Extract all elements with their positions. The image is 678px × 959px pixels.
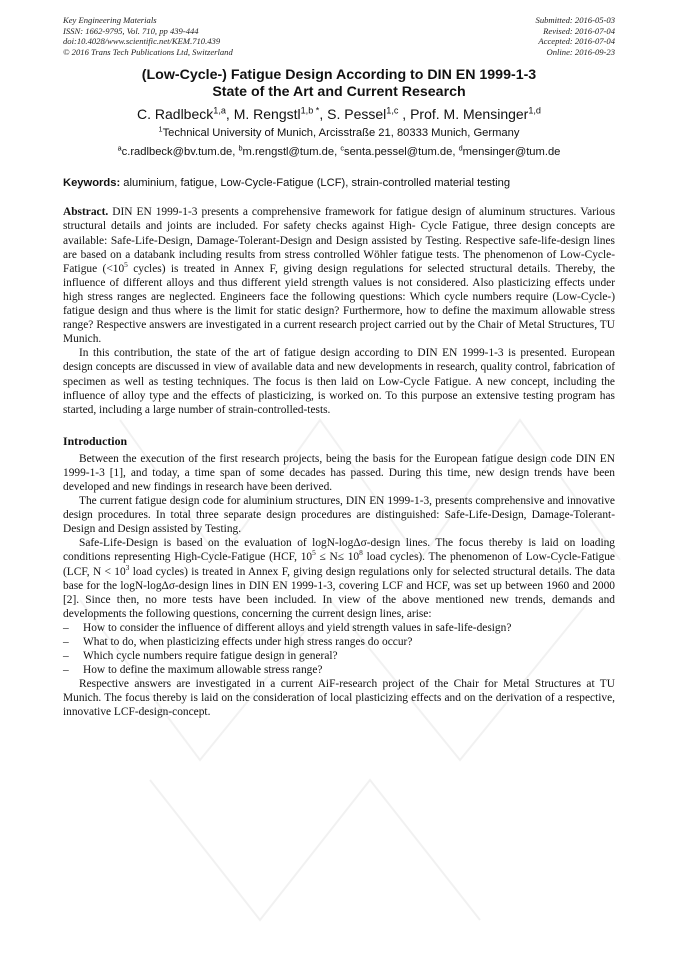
author-separator: , <box>225 106 234 123</box>
journal-header <box>63 15 615 57</box>
intro-paragraph-4: Respective answers are investigated in a current AiF-research project of the Chair for Metal Structures at TU Munich. The focus thereby is laid on the consideration of local plasticizing effects and on the derivation of a respective, innovative LCF-design-concept. <box>63 678 615 719</box>
abstract-label: Abstract. <box>63 206 109 219</box>
email-mark: a <box>117 143 122 153</box>
email-link[interactable]: m.rengstl@tum.de <box>242 146 335 159</box>
author-name: S. Pessel <box>327 106 387 123</box>
abstract-text: cycles) is treated in Annex F, giving design regulations for selected structural details. Thereby, the influence of different alloys and thus different yield strength values is not considered. Also plasticizing effects under high stress ranges are neglected. Engineers face the following questions: Which cycle numbers require (Low-Cycle-) fatigue design and thus where is the limit for static design? Furthermore, how to define the maximum allowable stress range? Respective answers are investigated in a current research project carried out by the Chair of Metal Structures, TU Munich. <box>63 262 615 346</box>
author-name: M. Rengstl <box>233 106 301 123</box>
title-line-1: (Low-Cycle-) Fatigue Design According to DIN EN 1999-1-3 <box>141 67 537 84</box>
accepted-date: Accepted: 2016-07-04 <box>538 36 615 47</box>
superscript: 5 <box>312 548 316 558</box>
author-affiliation-mark: 1,c <box>386 105 399 116</box>
intro-text: Safe-Life-Design is based on the evaluation of logN-logΔσ-design lines. The focus thereby is laid on loading conditions representing High-Cycle-Fatigue (HCF, 10 <box>63 537 615 564</box>
affiliation-text: Technical University of Munich, Arcisstraße 21, 80333 Munich, Germany <box>162 127 520 140</box>
author-emails <box>63 145 615 159</box>
online-date: Online: 2016-09-23 <box>546 46 615 57</box>
paper-page <box>63 15 615 720</box>
intro-paragraph-3 <box>63 536 615 621</box>
paper-title <box>63 67 615 101</box>
author-affiliation-mark: 1,b * <box>300 105 320 116</box>
list-item: – What to do, when plasticizing effects under high stress ranges do occur? <box>63 635 615 649</box>
email-mark: c <box>340 143 344 153</box>
email-separator: , <box>452 146 459 159</box>
copyright: © 2016 Trans Tech Publications Ltd, Switzerland <box>63 46 233 57</box>
intro-text: load cycles) is treated in Annex F, giving design regulations only for selected structural details. The data base for the logN-logΔσ-design lines in DIN EN 1999-1-3, covering LCF and HCF, was set up between 1960 and 2000 [2]. Since then, no more tests have been included. In view of the above mentioned new trends, demands and developments the following questions, concerning the current design lines, arise: <box>63 565 615 620</box>
email-separator: , <box>334 146 341 159</box>
journal-info <box>63 15 233 57</box>
author-affiliation-mark: 1,a <box>213 105 226 116</box>
doi: doi:10.4028/www.scientific.net/KEM.710.439 <box>63 36 221 47</box>
publication-dates <box>536 15 615 57</box>
revised-date: Revised: 2016-07-04 <box>543 25 615 36</box>
intro-text: ≤ N≤ 10 <box>315 551 360 564</box>
author-name: Prof. M. Mensinger <box>410 106 529 123</box>
issn: ISSN: 1662-9795, Vol. 710, pp 439-444 <box>63 25 199 36</box>
intro-paragraph-2: The current fatigue design code for aluminium structures, DIN EN 1999-1-3, presents comprehensive and innovative design procedures. In total three separate design procedures are distinguished: Safe-Life-Design, Damage-Tolerant-Design and Design assisted by Testing. <box>63 495 615 536</box>
list-item: – How to define the maximum allowable stress range? <box>63 663 615 677</box>
submitted-date: Submitted: 2016-05-03 <box>535 15 615 25</box>
question-list <box>63 621 615 677</box>
affiliation-mark: 1 <box>158 124 163 134</box>
abstract-paragraph-2: In this contribution, the state of the art of fatigue design according to DIN EN 1999-1-3 is presented. European design concepts are discussed in view of available data and new developments in research, quality control, fabrication of specimen as well as testing techniques. The focus is then laid on Low-Cycle Fatigue. A new concept, including the influence of alloy type and the effects of plasticizing, is worked on. To this purpose an extensive testing program has started, including a large number of strain-controlled-tests. <box>63 347 615 416</box>
email-mark: d <box>458 143 463 153</box>
email-separator: , <box>232 146 239 159</box>
email-link[interactable]: senta.pessel@tum.de <box>343 146 453 159</box>
superscript: 5 <box>124 259 128 269</box>
intro-text: load cycles). The phenomenon of Low-Cycle-Fatigue (LCF, N < 10 <box>63 551 615 578</box>
email-link[interactable]: c.radlbeck@bv.tum.de <box>121 146 233 159</box>
list-item: – How to consider the influence of different alloys and yield strength values in safe-life-design? <box>63 621 615 635</box>
superscript: 8 <box>359 548 363 558</box>
affiliation <box>63 126 615 140</box>
section-heading-introduction: Introduction <box>63 433 128 448</box>
author-name: C. Radlbeck <box>137 106 214 123</box>
author-list <box>63 105 615 123</box>
list-item: – Which cycle numbers require fatigue design in general? <box>63 649 615 663</box>
author-separator: , <box>319 106 328 123</box>
email-mark: b <box>238 143 243 153</box>
abstract-paragraph-1 <box>63 205 615 346</box>
author-affiliation-mark: 1,d <box>528 105 541 116</box>
superscript: 3 <box>125 562 130 572</box>
title-line-2: State of the Art and Current Research <box>212 84 466 101</box>
abstract-text: DIN EN 1999-1-3 presents a comprehensive framework for fatigue design of aluminum structures. Various structural details and joints are included. For safety checks against High- Cycle Fatigue, three design concepts are available: Safe-Life-Design, Damage-Tolerant-Design and Design assisted by Testing. Respective safe-life-design lines are based on a databank including results from stress controlled Wöhler fatigue tests. The phenomenon of Low-Cycle-Fatigue (<10 <box>63 206 615 275</box>
journal-name: Key Engineering Materials <box>63 15 157 25</box>
keywords <box>63 176 615 190</box>
introduction-body <box>63 452 615 720</box>
email-link[interactable]: mensinger@tum.de <box>462 146 561 159</box>
author-separator: , <box>398 106 411 123</box>
intro-paragraph-1: Between the execution of the first research projects, being the basis for the European fatigue design code DIN EN 1999-1-3 [1], and today, a time span of some decades has passed. During this time, new design trends have been developed and new findings in research have been derived. <box>63 452 615 493</box>
keywords-text: aluminium, fatigue, Low-Cycle-Fatigue (LCF), strain-controlled material testing <box>120 177 511 190</box>
abstract <box>63 205 615 416</box>
keywords-label: Keywords: <box>63 177 121 190</box>
